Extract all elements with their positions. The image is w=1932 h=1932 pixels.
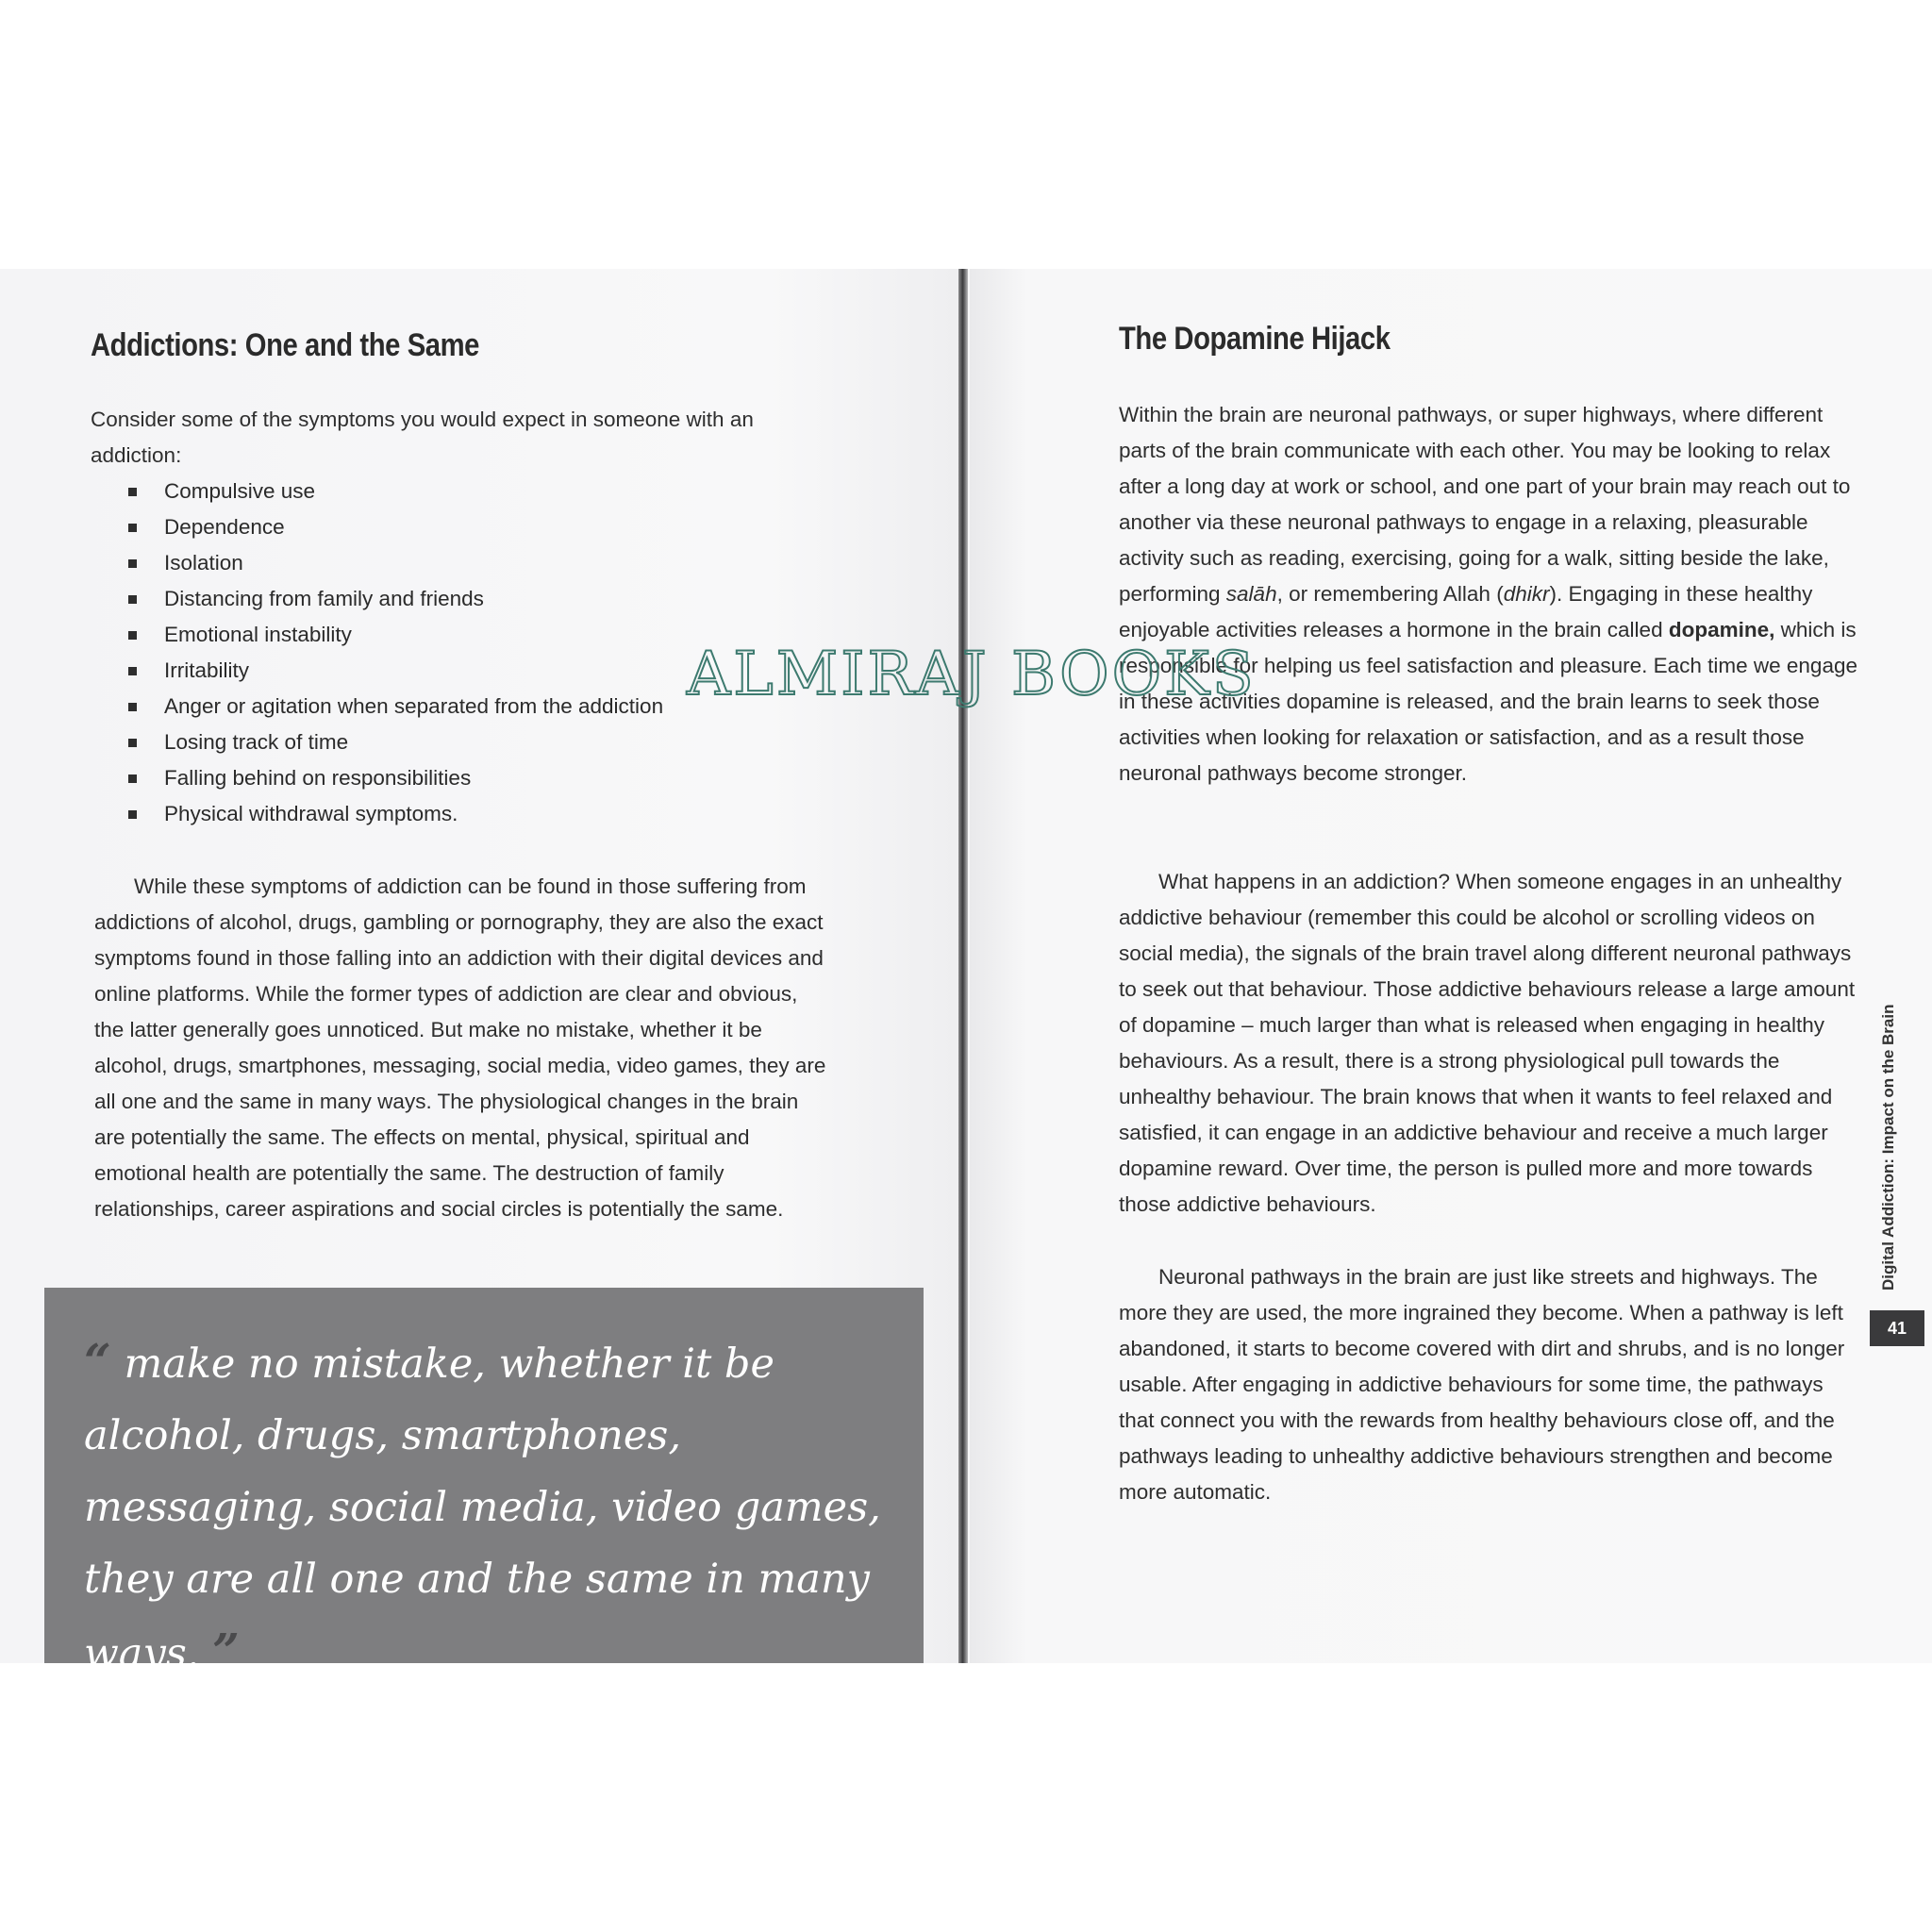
book-spread [0,269,1932,1678]
watermark: ALMIRAJ BOOKS [687,640,1257,709]
list-item: Losing track of time [91,724,845,760]
pull-quote-box [44,1288,924,1678]
list-item: Compulsive use [91,474,845,509]
bullet-square-icon [128,810,137,819]
bullet-square-icon [128,739,137,747]
bullet-square-icon [128,524,137,532]
close-quote-icon: ” [212,1623,240,1678]
bullet-square-icon [128,595,137,604]
bullet-square-icon [128,774,137,783]
bullet-square-icon [128,631,137,640]
list-item: Irritability [91,653,845,689]
list-item: Dependence [91,509,845,545]
body-paragraph-2: What happens in an addiction? When someone engages in an unhealthy addictive behaviour (remember this could be alcohol or scrolling videos on social media), the signals of the brain travel along different neuronal pathways to seek out that behaviour. Those addictive behaviours release a large amount of dopamine – much larger than what is released when engaging in healthy behaviours. As a result, there is a strong physiological pull towards the unhealthy behaviour. The brain knows that when it wants to feel relaxed and satisfied, it can engage in an addictive behaviour and receive a much larger dopamine reward. Over time, the person is pulled more and more towards those addictive behaviours. [1119,870,1856,1216]
right-page [970,269,1932,1663]
bullet-square-icon [128,703,137,711]
bullet-square-icon [128,559,137,568]
list-item: Anger or agitation when separated from the addiction [91,689,845,724]
list-item: Falling behind on responsibilities [91,760,845,796]
running-head: Digital Addiction: Impact on the Brain [1879,1004,1897,1291]
list-item: Physical withdrawal symptoms. [91,796,845,832]
bullet-square-icon [128,667,137,675]
left-page [0,269,960,1678]
pull-quote [84,1325,895,1690]
body-paragraph-3: Neuronal pathways in the brain are just like streets and highways. The more they are used, the more ingrained they become. When a pathway is left abandoned, it starts to become covered with dirt and shrubs, and is no longer usable. After engaging in addictive behaviours for some time, the pathways that connect you with the rewards from healthy behaviours close off, and the pathways leading to unhealthy addictive behaviours strengthen and become more automatic. [1119,1265,1845,1504]
intro-text: Consider some of the symptoms you would expect in someone with an addiction: [91,408,754,467]
bullet-square-icon [128,488,137,496]
open-quote-icon: “ [84,1333,111,1389]
body-paragraph-1: Within the brain are neuronal pathways, or super highways, where different parts of the brain communicate with each other. You may be looking to relax after a long day at work or school, and one part of your brain may reach out to another via these neuronal pathways to engage in a relaxing, pleasurable activity such as reading, exercising, going for a walk, sitting beside the lake, performing salāh, or remembering Allah (dhikr). Engaging in these healthy enjoyable activities releases a hormone in the brain called dopamine, which is responsible for helping us feel satisfaction and pleasure. Each time we engage in these activities dopamine is released, and the brain learns to seek those activities when looking for relaxation or satisfaction, and as a result those neuronal pathways become stronger. [1119,403,1857,785]
pull-quote-text: make no mistake, whether it be alcohol, drugs, smartphones, messaging, social media, video games, they are all one and the same in many ways. [84,1341,881,1677]
list-item: Isolation [91,545,845,581]
list-item: Distancing from family and friends [91,581,845,617]
page-number: 41 [1870,1310,1924,1346]
section-heading-dopamine: The Dopamine Hijack [1119,321,1391,357]
body-paragraph-addictions: While these symptoms of addiction can be found in those suffering from addictions of alcohol, drugs, gambling or pornography, they are also the exact symptoms found in those falling into an addiction with their digital devices and online platforms. While the former types of addiction are clear and obvious, the latter generally goes unnoticed. But make no mistake, whether it be alcohol, drugs, smartphones, messaging, social media, video games, they are all one and the same in many ways. The physiological changes in the brain are potentially the same. The effects on mental, physical, spiritual and emotional health are potentially the same. The destruction of family relationships, career aspirations and social circles is potentially the same. [94,874,826,1221]
book-gutter [958,269,968,1663]
section-heading-addictions: Addictions: One and the Same [91,327,480,363]
list-item: Emotional instability [91,617,845,653]
